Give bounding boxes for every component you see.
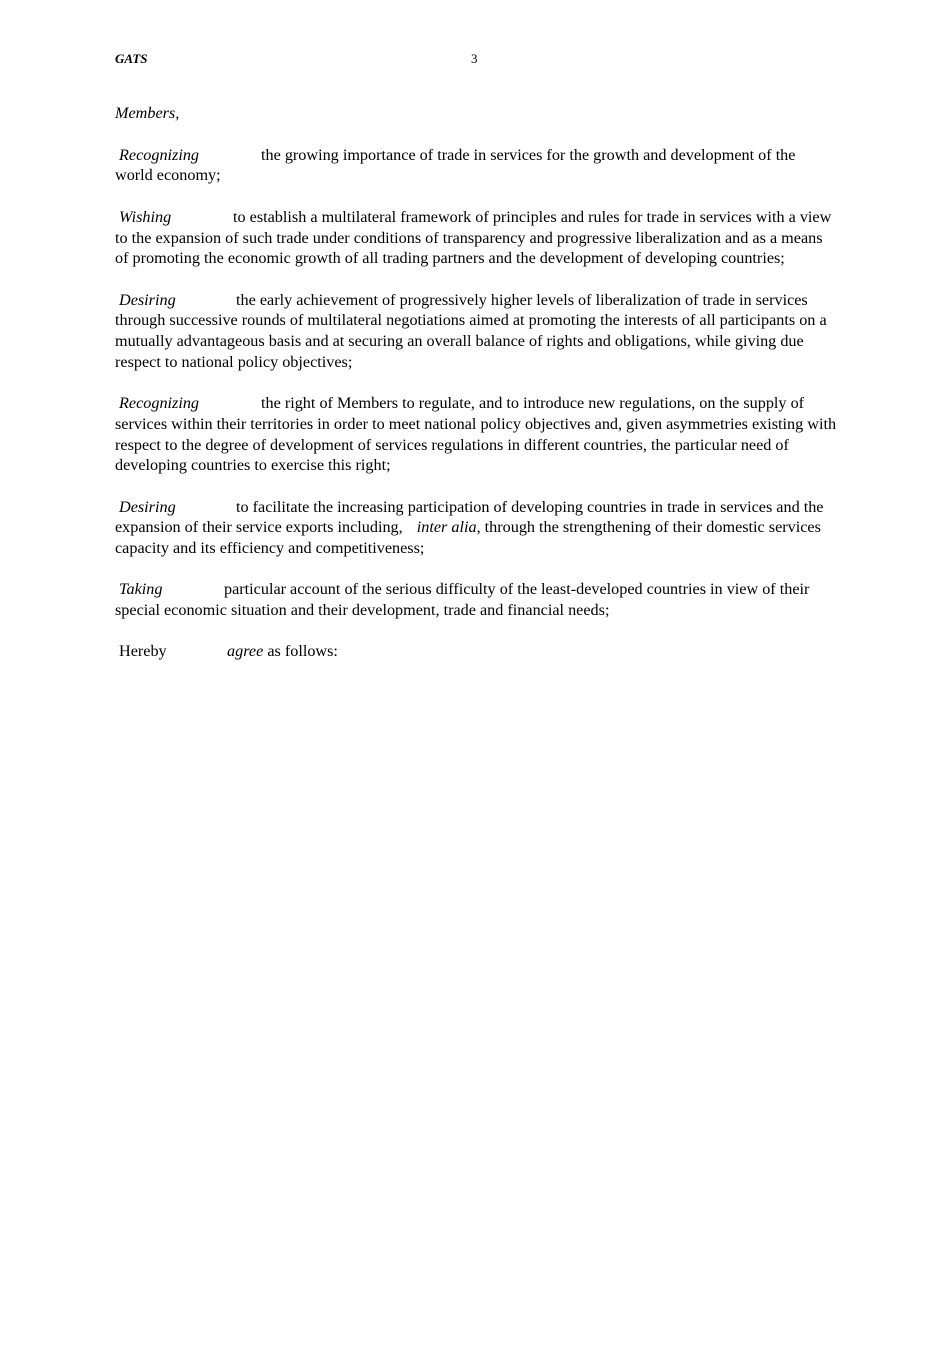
clause-text: the early achievement of progressively higher levels of liberalization of trade in services through successive rounds of multilateral negotiations aimed at promoting the interests of all participants on a mutually advantageous basis and at securing an overall balance of rights and obligations, while giving due respect to national policy objectives;: [115, 290, 827, 371]
preamble: [115, 103, 837, 683]
page-number: 3: [471, 51, 478, 66]
clause-lead: Desiring: [119, 497, 176, 516]
clause-text-continued: , through the strengthening of their domestic services capacity and its efficiency and competitiveness;: [115, 518, 821, 557]
clause-latin-phrase: inter alia: [416, 518, 477, 537]
closing-lead: Hereby: [119, 642, 167, 661]
preamble-clause: [115, 393, 837, 476]
clause-text: to facilitate the increasing participation of developing countries in trade in services and the expansion of their service exports including,: [115, 497, 824, 537]
preamble-clause: [115, 290, 837, 373]
clause-lead: Wishing: [119, 207, 172, 226]
salutation: Members,: [115, 104, 180, 122]
clause-lead: Desiring: [119, 290, 176, 309]
clause-text: particular account of the serious difficulty of the least-developed countries in view of their special economic situation and their development, trade and financial needs;: [115, 580, 810, 620]
closing-verb: agree: [227, 642, 264, 661]
closing-clause: [115, 641, 837, 662]
preamble-clause: [115, 207, 837, 269]
clause-lead: Taking: [119, 580, 163, 599]
clause-text: the growing importance of trade in services for the growth and development of the world economy;: [115, 145, 796, 185]
clause-text: the right of Members to regulate, and to introduce new regulations, on the supply of services within their territories in order to meet national policy objectives and, given asymmetries existing with respect to the degree of development of services regulations in different countries, the particular need of developing countries to exercise this right;: [115, 394, 837, 475]
preamble-clause: [115, 497, 837, 559]
closing-text: as follows:: [267, 642, 338, 661]
preamble-clause: [115, 579, 837, 620]
clause-lead: Recognizing: [119, 394, 200, 413]
clause-lead: Recognizing: [119, 145, 200, 164]
document-title: GATS: [115, 51, 148, 66]
clause-text: to establish a multilateral framework of principles and rules for trade in services with a view to the expansion of such trade under conditions of transparency and progressive liberalization and as a means of promoting the economic growth of all trading partners and the development of developing countries;: [115, 207, 832, 268]
preamble-clause: [115, 145, 837, 186]
